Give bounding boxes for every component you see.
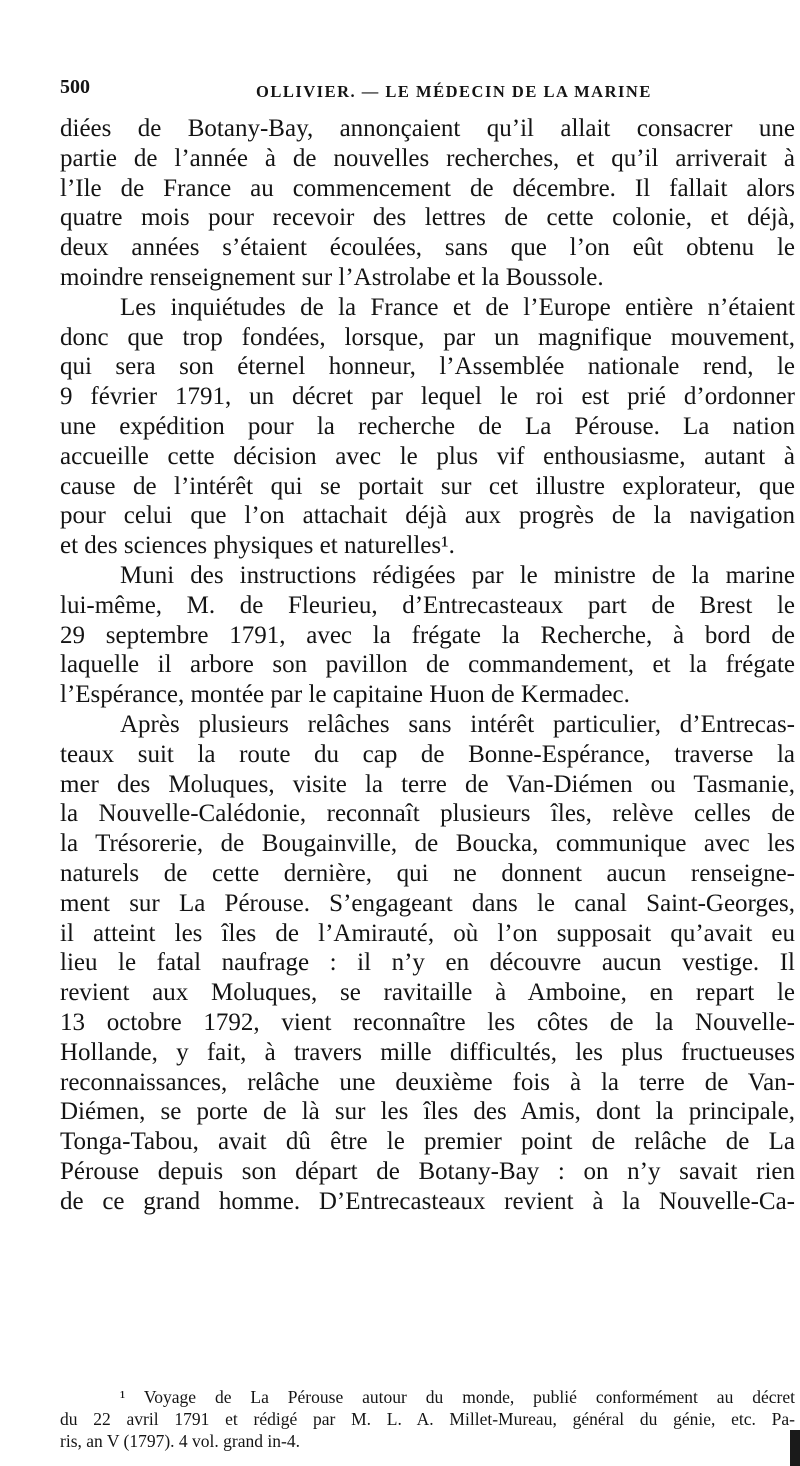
text-line: teaux suit la route du cap de Bonne-Espérance, traverse la <box>60 740 795 768</box>
footnote-line: ris, an V (1797). 4 vol. grand in-4. <box>60 1431 300 1451</box>
text-line: Hollande, y fait, à travers mille difficultés, les plus fructueuses <box>60 1038 795 1066</box>
text-line: la Trésorerie, de Bougainville, de Boucka, communique avec les <box>60 830 795 858</box>
text-line: 9 février 1791, un décret par lequel le roi est prié d’ordonner <box>60 383 795 411</box>
text-line: Tonga-Tabou, avait dû être le premier point de relâche de La <box>60 1128 795 1156</box>
text-line: Les inquiétudes de la France et de l’Europe entière n’étaient <box>120 293 795 321</box>
text-line: de ce grand homme. D’Entrecasteaux revient à la Nouvelle-Ca- <box>60 1187 795 1215</box>
text-line: lieu le fatal naufrage : il n’y en découvre aucun vestige. Il <box>60 949 795 977</box>
text-line: pour celui que l’on attachait déjà aux progrès de la navigation <box>60 502 795 530</box>
text-line: accueille cette décision avec le plus vif enthousiasme, autant à <box>60 442 795 470</box>
text-line: Muni des instructions rédigées par le ministre de la marine <box>120 561 795 589</box>
text-line: reconnaissances, relâche une deuxième fois à la terre de Van- <box>60 1068 795 1096</box>
footnote-line: du 22 avril 1791 et rédigé par M. L. A. Millet-Mureau, général du génie, etc. Pa- <box>60 1409 795 1429</box>
text-line: deux années s’étaient écoulées, sans que l’on eût obtenu le <box>60 234 795 262</box>
text-line: une expédition pour la recherche de La Pérouse. La nation <box>60 412 795 440</box>
footnote <box>60 1386 795 1452</box>
text-line: l’Ile de France au commencement de décembre. Il fallait alors <box>60 174 795 202</box>
text-line: 29 septembre 1791, avec la frégate la Recherche, à bord de <box>60 621 795 649</box>
running-title: OLLIVIER. — LE MÉDECIN DE LA MARINE <box>256 82 652 101</box>
text-line: donc que trop fondées, lorsque, par un magnifique mouvement, <box>60 323 795 351</box>
text-line: mer des Moluques, visite la terre de Van-Diémen ou Tasmanie, <box>60 770 795 798</box>
text-line: laquelle il arbore son pavillon de commandement, et la frégate <box>60 651 795 679</box>
text-line: partie de l’année à de nouvelles recherches, et qu’il arriverait à <box>60 144 795 172</box>
page-header <box>60 76 800 116</box>
text-line: cause de l’intérêt qui se portait sur cet illustre explorateur, que <box>60 472 795 500</box>
text-line: quatre mois pour recevoir des lettres de cette colonie, et déjà, <box>60 204 795 232</box>
text-line: Pérouse depuis son départ de Botany-Bay : on n’y savait rien <box>60 1157 795 1185</box>
text-line: naturels de cette dernière, qui ne donnent aucun renseigne- <box>60 859 795 887</box>
text-line: il atteint les îles de l’Amirauté, où l’on supposait qu’avait eu <box>60 919 795 947</box>
text-line: moindre renseignement sur l’Astrolabe et la Boussole. <box>60 263 604 291</box>
text-line: et des sciences physiques et naturelles¹. <box>60 532 455 560</box>
text-line: qui sera son éternel honneur, l’Assemblée nationale rend, le <box>60 353 795 381</box>
text-line: Diémen, se porte de là sur les îles des Amis, dont la principale, <box>60 1098 795 1126</box>
text-line: ment sur La Pérouse. S’engageant dans le canal Saint-Georges, <box>60 889 795 917</box>
footnote-line: ¹ Voyage de La Pérouse autour du monde, publié conformément au décret <box>120 1387 795 1407</box>
page-number: 500 <box>60 76 90 98</box>
text-line: 13 octobre 1792, vient reconnaître les côtes de la Nouvelle- <box>60 1008 795 1036</box>
text-line: diées de Botany-Bay, annonçaient qu’il allait consacrer une <box>60 115 795 142</box>
text-line: la Nouvelle-Calédonie, reconnaît plusieurs îles, relève celles de <box>60 800 795 828</box>
page-edge-mark <box>790 1430 800 1466</box>
body-text <box>60 114 795 1216</box>
text-line: revient aux Moluques, se ravitaille à Amboine, en repart le <box>60 979 795 1007</box>
text-line: Après plusieurs relâches sans intérêt particulier, d’Entrecas- <box>120 710 795 738</box>
text-line: l’Espérance, montée par le capitaine Huon de Kermadec. <box>60 681 630 709</box>
text-line: lui-même, M. de Fleurieu, d’Entrecasteaux part de Brest le <box>60 591 795 619</box>
